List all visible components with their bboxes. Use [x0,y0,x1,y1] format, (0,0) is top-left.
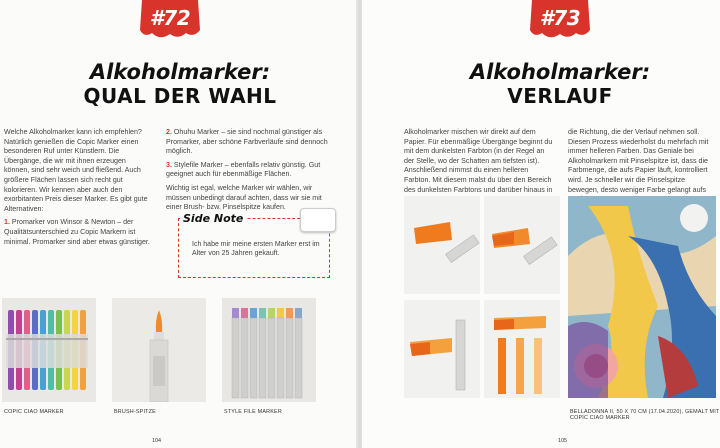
page-title-line2: QUAL DER WAHL [83,84,277,108]
photo-step-1 [404,196,480,294]
text-column-1: Alkoholmarker mischen wir direkt auf dem Papier. Für ebenmäßige Übergänge beginnt du mit dem dunkelsten Farbton (in der Regel an der Stelle, wo der Schatten am tiefsten ist). Anschließend nimmst du einen helleren Farbton. Mit diesem malst du über den Bereich des dunkelsten Farbtons und darüber hinaus in [404,128,553,194]
photo-brush-tip [112,298,206,402]
marker-stroke-icon [404,196,480,294]
list-item [4,218,152,247]
list-text: Stylefile Marker – ebenfalls relativ günstig. Gut geeignet auch für ebenmäßige Flächen. [166,160,321,179]
list-text: Ohuhu Marker – sie sind nochmal günstiger als Promarker, aber schöne Farbverläufe sind dennoch möglich. [166,128,328,156]
chapter-badge-73 [528,0,592,42]
list-number: 2. [166,128,172,136]
list-number: 1. [4,218,10,227]
photo-step-3 [404,300,480,398]
caption-copic: COPIC CIAO MARKER [4,409,64,415]
text-column-1 [4,128,152,251]
chapter-number: #72 [149,6,191,30]
list-item [166,128,328,157]
chapter-number: #73 [539,6,581,30]
right-page [362,0,720,448]
marker-stroke-icon [404,300,480,398]
photo-copic-markers [2,298,96,402]
page-title-line2: VERLAUF [507,84,613,108]
stylefile-markers-icon [222,298,316,402]
paragraph: Welche Alkoholmarker kann ich empfehlen? Natürlich genießen die Copic Marker einen besonderen Ruf unter Künstlern. Die Übergänge, die wir mit ihnen erzeugen können, sind sehr weich und fließend. Auch größere Flächen lassen sich recht gut kolorieren. Wir kennen aber auch den exorbitanten Preis dieser Marker. Es gibt gute Alternativen: [4,128,148,213]
photo-step-4 [484,300,560,398]
caption-artwork: BELLADONNA II, 50 X 70 CM (17.04.2020), GEMALT MIT COPIC CIAO MARKER [570,409,720,421]
side-note-text: Ich habe mir meine ersten Marker erst im Alter von 25 Jahren gekauft. [192,241,320,258]
page-title-line1: Alkoholmarker: [89,60,271,84]
left-page [0,0,358,448]
marker-set-icon [484,300,560,398]
page-number: 105 [558,438,567,444]
brush-tip-icon [112,298,206,402]
photo-stylefile-markers [222,298,316,402]
text-column-2 [166,128,328,217]
list-text: Promarker von Winsor & Newton – der Qualitätsunterschied zu Copic Markern ist minimal. Promarker sind aber etwas günstiger. [4,218,150,246]
tape-tag-icon [300,208,336,232]
caption-brush: BRUSH-SPITZE [114,409,156,415]
text-column-2: die Richtung, die der Verlauf nehmen soll. Diesen Prozess wiederholst du mehrfach mit immer helleren Farben. Das Geniale bei Alkoholmarkern mit Pinselspitze ist, dass die Farbmenge, die aufs Papier läuft, kontrolliert wird. Je schneller wir die Pinselspitze bewegen, desto weniger Farbe gelangt aufs [568,128,709,194]
list-item [166,161,328,180]
colorful-illustration-icon [568,196,716,398]
chapter-badge-72 [138,0,202,42]
markers-row-icon [2,298,96,402]
paragraph: Wichtig ist egal, welche Marker wir wählen, wir müssen unbedingt darauf achten, dass wir sie mit einer Brush- bzw. Pinselspitze kaufen. [166,183,322,212]
marker-stroke-icon [484,196,560,294]
page-title-line1: Alkoholmarker: [469,60,651,84]
side-note-title: Side Note [180,212,246,225]
list-number: 3. [166,160,172,169]
artwork-belladonna [568,196,716,398]
page-number: 104 [152,438,161,444]
photo-step-2 [484,196,560,294]
caption-stylefile: STYLE FILE MARKER [224,409,282,415]
